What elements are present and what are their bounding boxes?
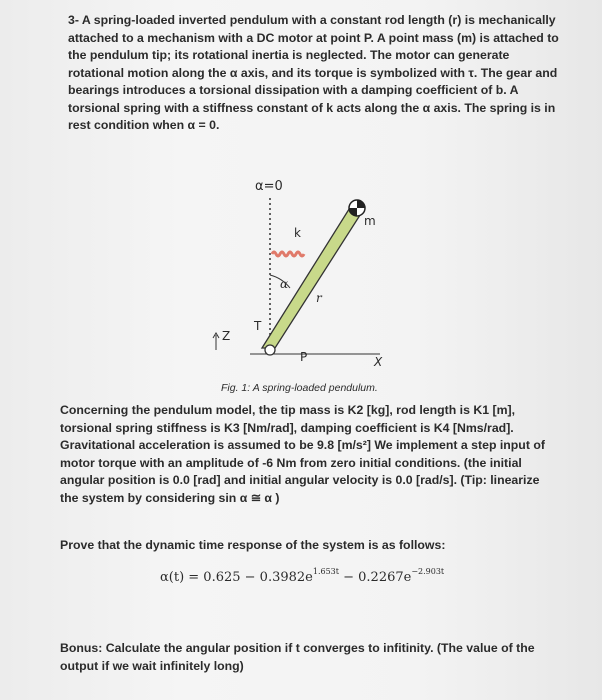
angle-label: α <box>280 277 289 291</box>
x-axis-label: X <box>374 355 383 369</box>
pendulum-figure <box>200 170 410 380</box>
problem-intro <box>68 12 568 135</box>
response-equation <box>160 567 444 585</box>
z-axis-label: Z <box>222 329 231 343</box>
pivot-label: P <box>300 350 308 364</box>
equation-part-1: α(t) = 0.625 − 0.3982e <box>160 570 313 585</box>
alpha-zero-label: α=0 <box>255 179 283 194</box>
intro-bold-1: torsional <box>199 83 252 97</box>
rod-length-label: r <box>316 291 322 305</box>
equation-exponent-2: −2.903t <box>411 567 445 576</box>
equation-exponent-1: 1.653t <box>312 567 339 576</box>
problem-parameters: Concerning the pendulum model, the tip mass is K2 [kg], rod length is K1 [m], torsional spring stiffness is K3 [Nm/rad], damping coefficient is K4 [Nms/rad]. Gravitational acceleration is assumed to be 9.8 [m/s²] We implement a step input of motor torque with an amplitude of -6 Nm from zero initial conditions. (the initial angular position is 0.0 [rad] and initial angular velocity is 0.0 [rad/s]. (Tip: linearize the system by considering sin α ≅ α ) <box>60 403 545 505</box>
mass-label: m <box>364 214 376 228</box>
intro-text-3: spring with a stiffness constant of k acts along the α axis. The spring is in rest condition when α = 0. <box>68 100 556 132</box>
prove-statement: Prove that the dynamic time response of the system is as follows: <box>60 538 446 552</box>
intro-text-1: 3- A spring-loaded inverted pendulum with a constant rod length (r) is mechanically attached to a mechanism with a DC motor at point P. A point mass (m) is attached to the pendulum tip; its rotational inertia is neglected. The motor can generate rotational motion along the α axis, and its torque is symbolized with τ. The gear and bearings introduces a <box>68 13 559 97</box>
torsional-spring <box>272 252 304 256</box>
equation-part-2: − 0.2267e <box>338 570 412 585</box>
spring-label: k <box>294 226 301 240</box>
figure-caption: Fig. 1: A spring-loaded pendulum. <box>221 382 378 394</box>
bonus-question: Bonus: Calculate the angular position if t converges to infitinity. (The value of the output if we wait infinitely long) <box>60 641 535 673</box>
torque-label: T <box>254 319 262 333</box>
intro-bold-2: torsional <box>68 100 120 115</box>
pivot-joint <box>265 345 275 355</box>
intro-text-2: dissipation with a damping coefficient of b. A <box>251 83 519 97</box>
